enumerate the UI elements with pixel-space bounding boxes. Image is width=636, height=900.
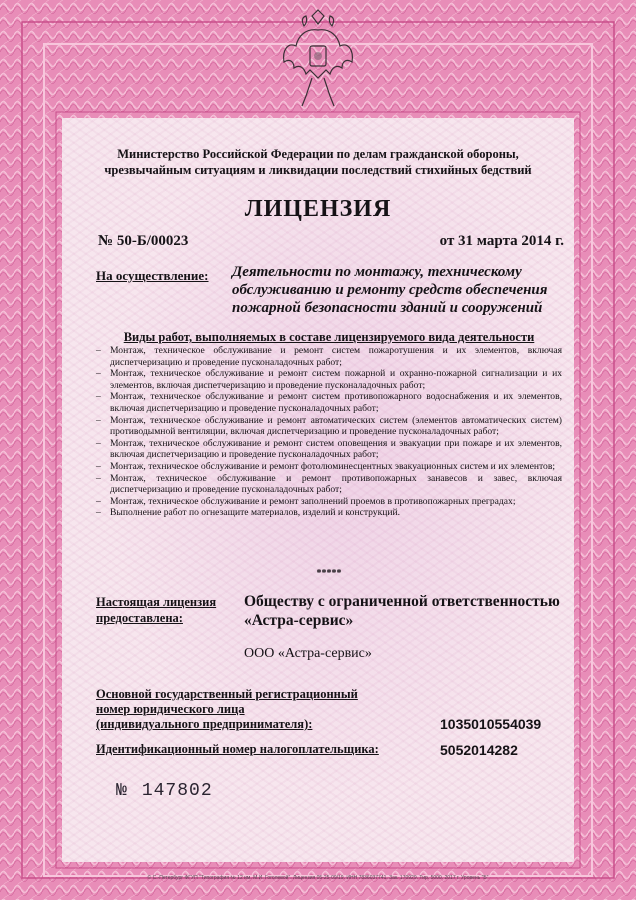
issuing-authority (84, 146, 552, 178)
works-list (96, 345, 562, 519)
licensee-short-name: ООО «Астра-сервис» (244, 646, 372, 661)
license-date: от 31 марта 2014 г. (439, 233, 564, 249)
ogrn-label-line: Основной государственный регистрационный (96, 687, 358, 701)
ministry-name: Министерство Российской Федерации по делам гражданской обороны, чрезвычайным ситуациям и ликвидации последствий стихийных бедствий (104, 147, 532, 177)
licensee-name-line: Обществу с ограниченной ответственностью (244, 593, 560, 610)
coat-of-arms-icon (276, 6, 360, 116)
licensee-name-line: «Астра-сервис» (244, 612, 354, 629)
activity-description: Деятельности по монтажу, техническому обслуживанию и ремонту средств обеспечения пожарной безопасности зданий и сооружений (232, 264, 548, 316)
inn-value: 5052014282 (440, 742, 518, 758)
list-item: – Монтаж, техническое обслуживание и ремонт систем оповещения и эвакуации при пожаре и их элементов, включая диспетчеризацию и проведение пусконаладочных работ; (96, 438, 562, 461)
list-item: – Выполнение работ по огнезащите материалов, изделий и конструкций. (96, 507, 562, 519)
section-separator: ***** (316, 568, 342, 579)
document-title: ЛИЦЕНЗИЯ (244, 196, 392, 222)
licensee-label-line: предоставлена: (96, 611, 183, 625)
ogrn-value: 1035010554039 (440, 716, 542, 732)
license-number: № 50-Б/00023 (98, 233, 189, 249)
list-item: – Монтаж, техническое обслуживание и ремонт автоматических систем (элементов автоматических систем) противодымной вентиляции, включая диспетчеризацию и проведение пусконаладочных работ; (96, 415, 562, 438)
licensee-full-name (244, 592, 564, 630)
ogrn-label (96, 687, 386, 732)
licensee-label-line: Настоящая лицензия (96, 595, 217, 609)
inn-label: Идентификационный номер налогоплательщика: (96, 742, 379, 756)
list-item: – Монтаж, техническое обслуживание и ремонт систем пожарной и охранно-пожарной сигнализации и их элементов, включая диспетчеризацию и проведение пусконаладочных работ; (96, 368, 562, 391)
number-sign: № (116, 781, 128, 801)
licensee-label (96, 594, 216, 626)
list-item: – Монтаж, техническое обслуживание и ремонт заполнений проемов в противопожарных преградах; (96, 496, 562, 508)
serial-value: 147802 (141, 781, 213, 801)
list-item: – Монтаж, техническое обслуживание и ремонт противопожарных занавесов и завес, включая диспетчеризацию и проведение пусконаладочных работ; (96, 473, 562, 496)
printer-imprint: © С.-Петербург ФГУП "Типография № 12 им. М.И. Гоголевой". Лицензия 05-25-09/19. ИНН 7836037741. Зак. 170929. Тир. 5000. 2017 г. Уровень "Б" (147, 875, 489, 881)
list-item: – Монтаж, техническое обслуживание и ремонт систем противопожарного водоснабжения и их элементов, включая диспетчеризацию и проведение пусконаладочных работ; (96, 391, 562, 414)
activity-label: На осуществление: (96, 268, 209, 283)
form-serial-number (116, 781, 213, 801)
ogrn-label-line: номер юридического лица (96, 702, 245, 716)
list-item: – Монтаж, техническое обслуживание и ремонт фотолюминесцентных эвакуационных систем и их элементов; (96, 461, 562, 473)
list-item: – Монтаж, техническое обслуживание и ремонт систем пожаротушения и их элементов, включая диспетчеризацию и проведение пусконаладочных работ; (96, 345, 562, 368)
ogrn-label-line: (индивидуального предпринимателя): (96, 717, 313, 731)
works-heading: Виды работ, выполняемых в составе лицензируемого вида деятельности (123, 330, 535, 344)
